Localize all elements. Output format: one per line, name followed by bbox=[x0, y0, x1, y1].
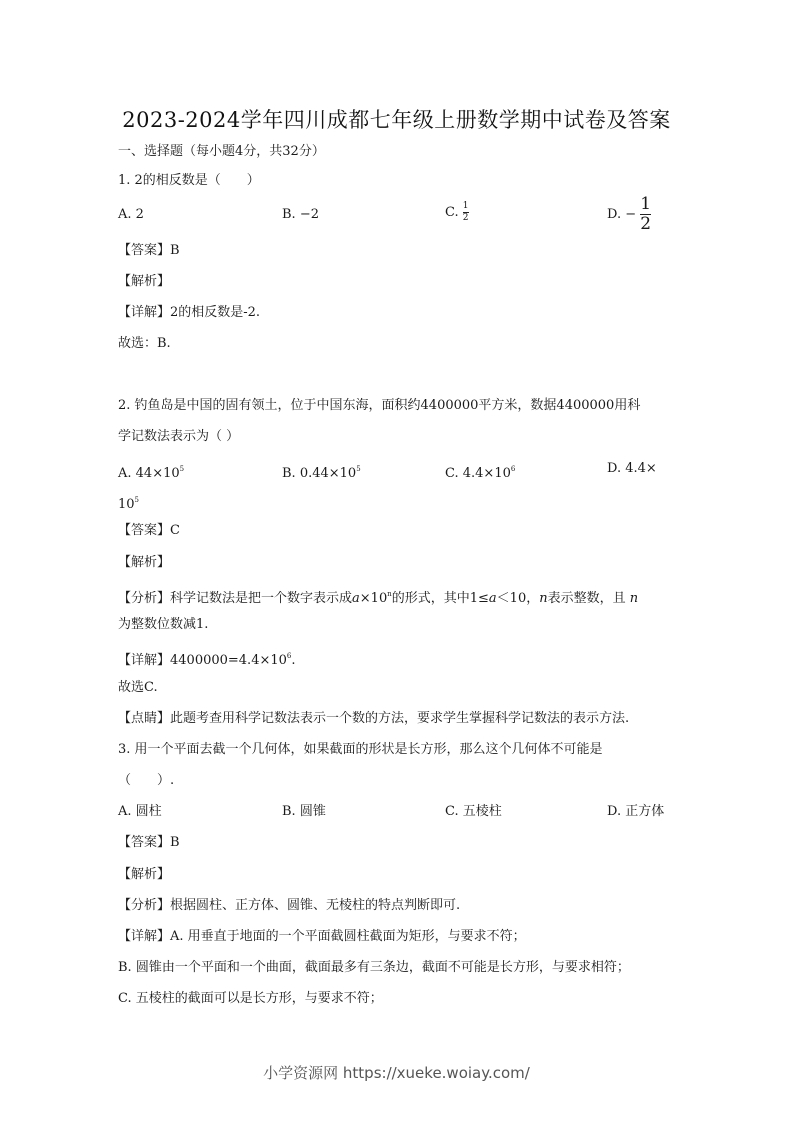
option-label: D. − bbox=[607, 207, 637, 222]
text: 【分析】科学记数法是把一个数字表示成 bbox=[118, 591, 353, 606]
q2-fenxi-line2: 为整数位数减1. bbox=[118, 617, 209, 632]
exponent: 6 bbox=[510, 465, 516, 473]
q1-choose: 故选：B. bbox=[118, 336, 171, 351]
q2-option-c bbox=[445, 460, 515, 483]
exponent: 5 bbox=[356, 465, 361, 473]
text: ＜10， bbox=[496, 591, 540, 606]
exponent: 6 bbox=[286, 652, 292, 660]
fraction bbox=[640, 196, 651, 233]
numerator: 1 bbox=[640, 194, 652, 214]
option-text: C. 4.4×10 bbox=[445, 466, 511, 481]
q2-stem-line1: 2. 钓鱼岛是中国的固有领土，位于中国东海，面积约4400000平方米，数据4400000用科 bbox=[118, 398, 641, 413]
q2-choose: 故选C. bbox=[118, 680, 158, 695]
q3-answer: 【答案】B bbox=[118, 835, 180, 850]
option-text: B. 0.44×10 bbox=[282, 466, 357, 481]
q2-fenxi bbox=[118, 585, 638, 608]
variable: n bbox=[629, 591, 639, 606]
variable: n bbox=[539, 591, 548, 606]
q1-option-d bbox=[607, 196, 651, 233]
q3-analysis: 【解析】 bbox=[118, 867, 171, 882]
q1-detail: 【详解】2的相反数是-2. bbox=[118, 305, 261, 320]
q1-analysis: 【解析】 bbox=[118, 274, 171, 289]
q2-option-d-wrap bbox=[118, 491, 139, 514]
q2-dianjing: 【点睛】此题考查用科学记数法表示一个数的方法，要求学生掌握科学记数法的表示方法. bbox=[118, 711, 630, 726]
fraction bbox=[463, 202, 469, 223]
footer-watermark: 小学资源网 https://xueke.woiay.com/ bbox=[263, 1064, 530, 1082]
text: 【详解】4400000=4.4×10 bbox=[118, 653, 287, 668]
q3-stem-line1: 3. 用一个平面去截一个几何体，如果截面的形状是长方形，那么这个几何体不可能是 bbox=[118, 742, 603, 757]
numerator: 1 bbox=[462, 201, 469, 211]
q2-option-b bbox=[282, 460, 361, 483]
q2-detail bbox=[118, 647, 296, 670]
q3-detail-c: C. 五棱柱的截面可以是长方形，与要求不符； bbox=[118, 991, 383, 1006]
exponent: 5 bbox=[134, 496, 140, 504]
q3-fenxi: 【分析】根据圆柱、正方体、圆锥、无棱柱的特点判断即可. bbox=[118, 898, 461, 913]
variable: a bbox=[488, 591, 497, 606]
q3-option-a: A. 圆柱 bbox=[118, 804, 162, 819]
exponent: n bbox=[387, 590, 392, 598]
q3-stem-line2: （ ）. bbox=[118, 773, 175, 788]
q2-option-d: D. 4.4× bbox=[607, 461, 657, 476]
q2-answer: 【答案】C bbox=[118, 523, 180, 538]
denominator: 2 bbox=[462, 213, 469, 223]
q2-stem-line2: 学记数法表示为（ ） bbox=[118, 429, 240, 444]
variable: a bbox=[352, 591, 360, 606]
q1-stem: 1. 2的相反数是（ ） bbox=[118, 173, 260, 188]
exponent: 5 bbox=[179, 465, 185, 473]
section-heading: 一、选择题（每小题4分，共32分） bbox=[118, 144, 325, 159]
text: 表示整数，且 bbox=[547, 591, 626, 606]
q3-option-d: D. 正方体 bbox=[607, 804, 665, 819]
q1-option-b: B. −2 bbox=[282, 207, 319, 222]
denominator: 2 bbox=[640, 214, 652, 234]
q3-detail-a: 【详解】A. 用垂直于地面的一个平面截圆柱截面为矩形，与要求不符； bbox=[118, 929, 526, 944]
option-label: C. bbox=[445, 205, 459, 220]
option-text: 10 bbox=[118, 497, 135, 512]
text: ×10 bbox=[359, 591, 388, 606]
q1-option-c bbox=[445, 202, 469, 223]
document-title: 2023-2024学年四川成都七年级上册数学期中试卷及答案 bbox=[122, 108, 671, 132]
q2-option-a bbox=[118, 460, 184, 483]
q3-detail-b: B. 圆锥由一个平面和一个曲面，截面最多有三条边，截面不可能是长方形，与要求相符； bbox=[118, 960, 630, 975]
q1-answer: 【答案】B bbox=[118, 243, 180, 258]
text: 的形式，其中1≤ bbox=[391, 591, 489, 606]
text: . bbox=[291, 653, 296, 668]
option-text: A. 44×10 bbox=[118, 466, 180, 481]
q1-option-a: A. 2 bbox=[118, 207, 144, 222]
q2-analysis: 【解析】 bbox=[118, 555, 171, 570]
q3-option-b: B. 圆锥 bbox=[282, 804, 326, 819]
q3-option-c: C. 五棱柱 bbox=[445, 804, 502, 819]
